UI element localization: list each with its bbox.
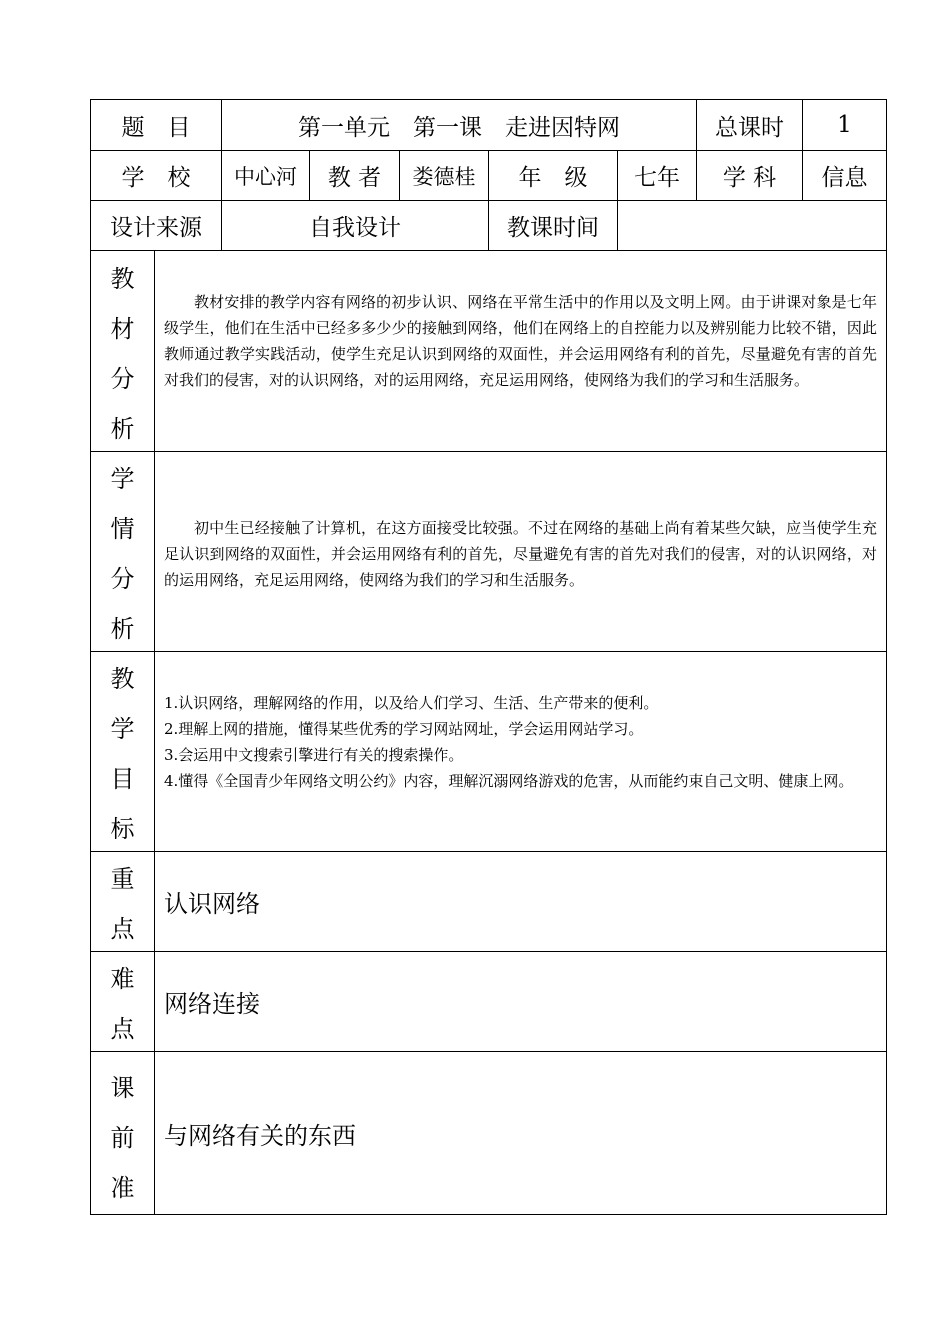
label-char: 教	[110, 265, 135, 294]
design-source-label: 设计来源	[110, 215, 202, 241]
material-analysis-label	[91, 252, 154, 451]
row-divider	[90, 651, 887, 652]
key-point-text: 认识网络	[164, 890, 260, 918]
column-divider	[154, 250, 155, 1215]
label-char: 准	[110, 1173, 135, 1202]
label-char: 析	[110, 614, 135, 643]
school-label: 学 校	[121, 165, 191, 191]
label-char: 分	[110, 564, 135, 593]
grade-label: 年 级	[518, 165, 588, 191]
label-char: 学	[110, 715, 135, 744]
topic-label: 题 目	[121, 114, 191, 141]
preparation-label	[91, 1060, 154, 1210]
student-analysis-text: 初中生已经接触了计算机，在这方面接受比较强。不过在网络的基础上尚有着某些欠缺，应当使学生充足认识到网络的双面性，并会运用网络有利的首先，尽量避免有害的首先对我们的侵害，对的认识网络，对的运用网络，充足运用网络，使网络为我们的学习和生活服务。	[164, 519, 877, 589]
objective-item: 4.懂得《全国青少年网络文明公约》内容，理解沉溺网络游戏的危害，从而能约束自己文明、健康上网。	[164, 772, 854, 790]
row-divider	[90, 451, 887, 452]
student-analysis-label	[91, 452, 154, 651]
preparation-text: 与网络有关的东西	[164, 1121, 356, 1150]
label-char: 难	[110, 965, 135, 994]
label-char: 点	[110, 914, 135, 943]
label-char: 点	[110, 1014, 135, 1043]
subject-value: 信息	[821, 165, 868, 191]
label-char: 标	[110, 814, 135, 843]
label-char: 材	[110, 315, 135, 344]
teaching-objectives-list	[164, 690, 877, 794]
label-char: 前	[110, 1123, 135, 1152]
total-hours-label: 总课时	[715, 114, 784, 141]
label-char: 析	[110, 414, 135, 443]
school-value: 中心河	[234, 164, 297, 189]
key-point-label	[91, 852, 154, 951]
total-hours-value: 1	[837, 112, 852, 138]
difficulty-label	[91, 952, 154, 1051]
material-analysis-text: 教材安排的教学内容有网络的初步认识、网络在平常生活中的作用以及文明上网。由于讲课对象是七年级学生，他们在生活中已经多多少少的接触到网络，他们在网络上的自控能力以及辨别能力比较不错，因此教师通过教学实践活动，使学生充足认识到网络的双面性，并会运用网络有利的首先，尽量避免有害的首先对我们的侵害，对的认识网络，对的运用网络，充足运用网络，使网络为我们的学习和生活服务。	[164, 293, 877, 389]
subject-label: 学 科	[722, 165, 777, 191]
teaching-objectives-label	[91, 652, 154, 851]
objective-item: 1.认识网络，理解网络的作用，以及给人们学习、生活、生产带来的便利。	[164, 694, 659, 712]
label-char: 教	[110, 665, 135, 694]
objective-item: 3.会运用中文搜索引擎进行有关的搜索操作。	[164, 746, 464, 764]
label-char: 分	[110, 364, 135, 393]
topic-value: 第一单元 第一课 走进因特网	[298, 114, 620, 141]
label-char: 目	[110, 764, 135, 793]
lesson-time-label: 教课时间	[507, 215, 599, 241]
student-analysis-text-cell	[164, 515, 877, 593]
label-char: 重	[110, 865, 135, 894]
lesson-time-value	[618, 201, 886, 250]
design-source-value: 自我设计	[309, 215, 401, 241]
teacher-value: 娄德桂	[412, 164, 476, 189]
grade-value: 七年	[634, 165, 680, 191]
teacher-label: 教 者	[327, 165, 382, 191]
label-char: 情	[110, 515, 135, 544]
label-char: 课	[110, 1073, 135, 1102]
objective-item: 2.理解上网的措施，懂得某些优秀的学习网站网址，学会运用网站学习。	[164, 720, 644, 738]
difficulty-text: 网络连接	[164, 990, 260, 1018]
material-analysis-text-cell	[164, 289, 877, 393]
label-char: 学	[110, 465, 135, 494]
